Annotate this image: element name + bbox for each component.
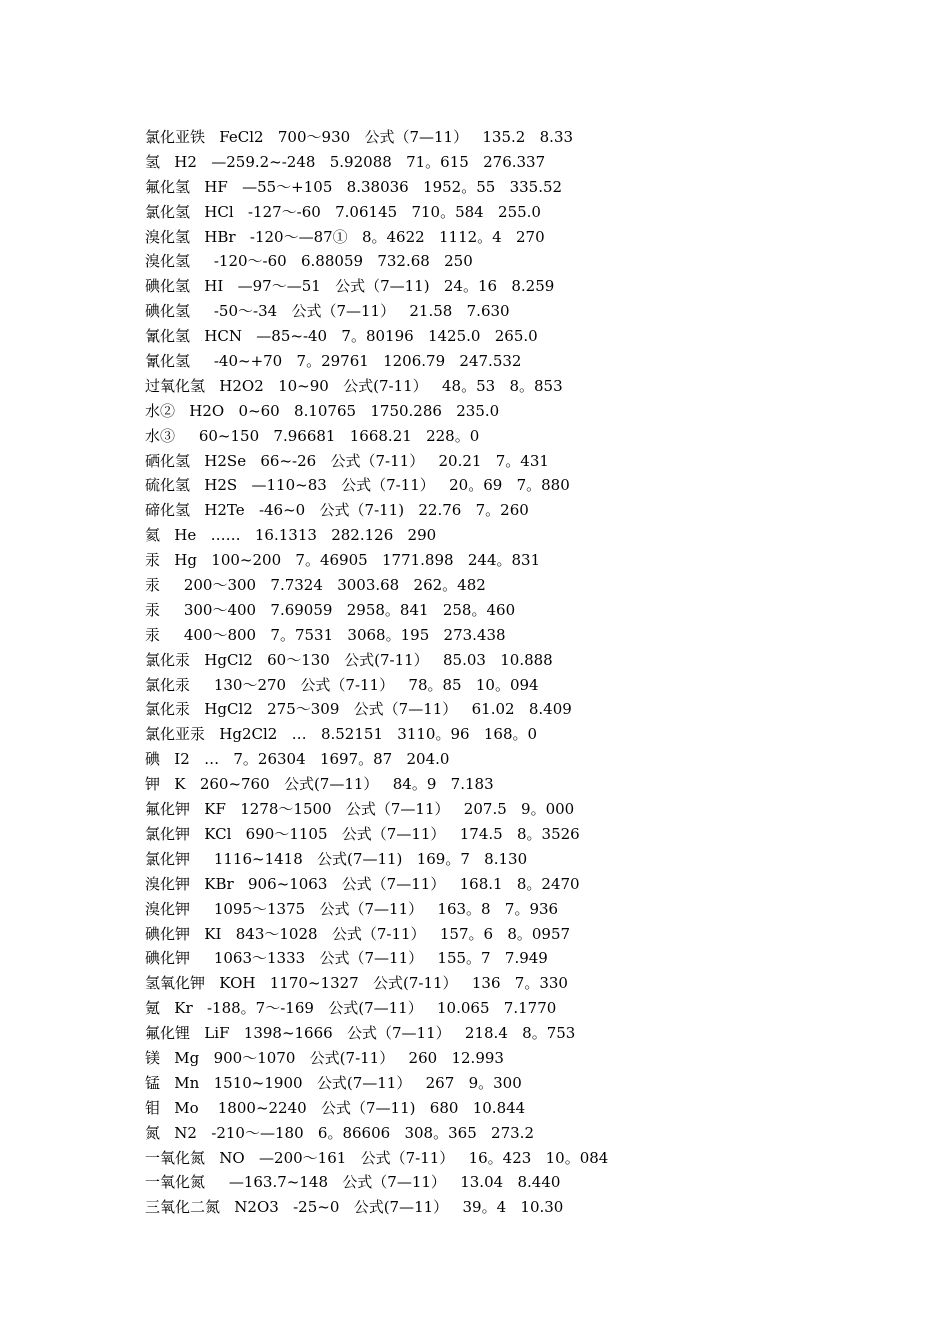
text-line: 氯化汞 HgCl2 275～309 公式（7—11） 61.02 8.409 <box>145 700 572 719</box>
text-line: 氪 Kr -188。7～-169 公式(7—11） 10.065 7.1770 <box>145 999 557 1018</box>
text-line: 氯化亚汞 Hg2Cl2 … 8.52151 3110。96 168。0 <box>145 725 538 744</box>
text-line: 氯化氢 HCl -127～-60 7.06145 710。584 255.0 <box>145 202 541 221</box>
text-line: 溴化钾 1095～1375 公式（7—11） 163。8 7。936 <box>145 899 559 918</box>
text-line: 氯化汞 HgCl2 60～130 公式(7-11） 85.03 10.888 <box>145 650 553 669</box>
text-line: 汞 200～300 7.7324 3003.68 262。482 <box>145 576 486 595</box>
text-line: 碘 I2 … 7。26304 1697。87 204.0 <box>145 750 450 769</box>
text-line: 氰化氢 HCN —85~-40 7。80196 1425.0 265.0 <box>145 327 538 346</box>
text-line: 碘化钾 KI 843～1028 公式（7-11） 157。6 8。0957 <box>145 924 571 943</box>
text-line: 氯化钾 1116~1418 公式(7—11) 169。7 8.130 <box>145 849 528 868</box>
text-line: 硫化氢 H2S —110~83 公式（7-11） 20。69 7。880 <box>145 476 570 495</box>
text-line: 一氧化氮 NO —200～161 公式（7-11） 16。423 10。084 <box>145 1148 609 1167</box>
text-line: 三氧化二氮 N2O3 -25~0 公式(7—11） 39。4 10.30 <box>145 1198 564 1217</box>
text-line: 汞 300～400 7.69059 2958。841 258。460 <box>145 600 516 619</box>
text-line: 碲化氢 H2Te -46~0 公式（7-11) 22.76 7。260 <box>145 501 529 520</box>
text-line: 碘化钾 1063～1333 公式（7—11） 155。7 7.949 <box>145 949 548 968</box>
text-line: 溴化氢 -120～-60 6.88059 732.68 250 <box>145 252 473 271</box>
text-line: 氢 H2 —259.2~-248 5.92088 71。615 276.337 <box>145 152 546 171</box>
text-line: 钼 Mo 1800~2240 公式（7—11) 680 10.844 <box>145 1098 526 1117</box>
text-line: 氯化汞 130～270 公式（7-11） 78。85 10。094 <box>145 675 539 694</box>
text-line: 过氧化氢 H2O2 10~90 公式(7-11） 48。53 8。853 <box>145 376 563 395</box>
text-line: 水③ 60~150 7.96681 1668.21 228。0 <box>145 426 480 445</box>
text-line: 氯化亚铁 FeCl2 700～930 公式（7—11） 135.2 8.33 <box>145 128 574 146</box>
text-line: 氰化氢 -40~+70 7。29761 1206.79 247.532 <box>145 352 522 371</box>
text-line: 氢氧化钾 KOH 1170~1327 公式(7-11） 136 7。330 <box>145 974 568 993</box>
text-line: 水② H2O 0~60 8.10765 1750.286 235.0 <box>145 401 500 420</box>
text-line: 汞 400～800 7。7531 3068。195 273.438 <box>145 625 506 644</box>
text-line: 汞 Hg 100~200 7。46905 1771.898 244。831 <box>145 551 541 570</box>
text-line: 锰 Mn 1510~1900 公式(7—11） 267 9。300 <box>145 1073 522 1092</box>
text-line: 一氧化氮 —163.7~148 公式（7—11） 13.04 8.440 <box>145 1173 561 1192</box>
text-line: 氯化钾 KCl 690～1105 公式（7—11） 174.5 8。3526 <box>145 824 580 843</box>
text-block <box>145 125 905 1220</box>
text-line: 氦 He …… 16.1313 282.126 290 <box>145 526 437 545</box>
text-line: 钾 K 260~760 公式(7—11） 84。9 7.183 <box>145 775 494 794</box>
text-line: 氟化钾 KF 1278～1500 公式（7—11） 207.5 9。000 <box>145 800 575 819</box>
text-line: 氟化锂 LiF 1398~1666 公式（7—11） 218.4 8。753 <box>145 1024 576 1043</box>
text-line: 氮 N2 -210～—180 6。86606 308。365 273.2 <box>145 1123 534 1142</box>
text-line: 溴化钾 KBr 906~1063 公式（7—11） 168.1 8。2470 <box>145 874 580 893</box>
text-line: 溴化氢 HBr -120～—87① 8。4622 1112。4 270 <box>145 227 545 246</box>
text-line: 硒化氢 H2Se 66~-26 公式（7-11） 20.21 7。431 <box>145 451 549 470</box>
text-line: 镁 Mg 900～1070 公式(7-11） 260 12.993 <box>145 1048 504 1067</box>
text-line: 氟化氢 HF —55～+105 8.38036 1952。55 335.52 <box>145 177 563 196</box>
text-line: 碘化氢 -50～-34 公式（7—11） 21.58 7.630 <box>145 302 510 321</box>
text-line: 碘化氢 HI —97～—51 公式（7—11) 24。16 8.259 <box>145 277 555 296</box>
